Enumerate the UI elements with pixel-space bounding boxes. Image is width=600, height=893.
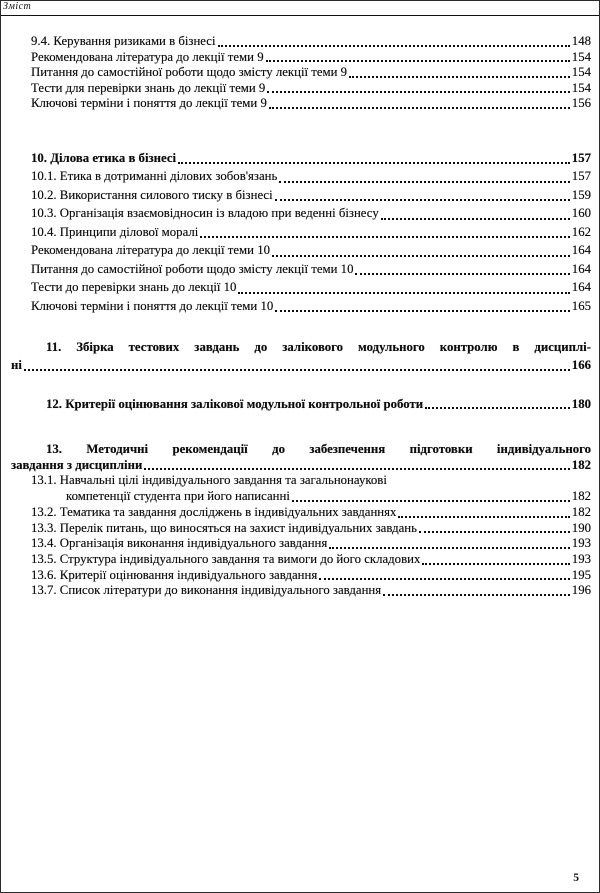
toc-entry-text: Питання до самостійної роботи щодо змісту лекції теми 9 [31, 65, 348, 79]
toc-entry-text: 10. Ділова етика в бізнесі [31, 150, 177, 165]
dot-leader [218, 45, 570, 47]
toc-entry-page: 148 [571, 34, 591, 48]
toc-entry-text: компетенції студента при його написанні [66, 489, 290, 504]
running-header-title: Зміст [3, 1, 32, 12]
dot-leader [355, 273, 569, 275]
toc-entry [31, 149, 591, 168]
toc-entry [31, 167, 591, 186]
dot-leader [292, 500, 570, 502]
toc-entry [31, 241, 591, 260]
toc-entry [31, 536, 591, 552]
dot-leader [200, 236, 569, 238]
toc-entry [31, 186, 591, 205]
toc-entry [46, 338, 591, 356]
toc-entry-page: 166 [571, 358, 591, 372]
dot-leader [275, 310, 570, 312]
toc-entry-text: Тести для перевірки знань до лекції теми 9 [31, 80, 266, 95]
toc-entry-page: 182 [571, 489, 591, 504]
toc-entry [46, 396, 591, 412]
dot-leader [329, 547, 570, 549]
toc-entry-page: 190 [571, 520, 591, 535]
toc-entry-page: 195 [571, 567, 591, 582]
toc-entry [31, 583, 591, 599]
toc-entry-text: Питання до самостійної роботи щодо змісту лекції теми 10 [31, 261, 354, 276]
header-rule [1, 15, 599, 16]
dot-leader [144, 468, 569, 470]
dot-leader [398, 516, 569, 518]
toc-entry-text: 11. Збірка тестових завдань до залікового модульного контролю в дисциплі- [46, 340, 591, 354]
toc-entry-text: 13.1. Навчальні цілі індивідуального завдання та загальнонаукові [31, 473, 387, 488]
dot-leader [422, 563, 569, 565]
toc-entry-page: 157 [571, 150, 591, 165]
toc-entry [31, 568, 591, 584]
dot-leader [279, 181, 569, 183]
toc-entry-text: 10.4. Принципи ділової моралі [31, 224, 199, 239]
toc-entry-text: 13.7. Список літератури до виконання індивідуального завдання [31, 583, 382, 598]
toc-entry-page: 154 [571, 65, 591, 79]
toc-entry [31, 260, 591, 279]
dot-leader [272, 255, 570, 257]
toc-entry-page: 154 [571, 49, 591, 64]
toc-entry [11, 458, 591, 474]
toc-entry [66, 489, 591, 505]
dot-leader [24, 369, 570, 371]
toc-entry-page: 156 [571, 96, 591, 110]
dot-leader [425, 407, 570, 409]
dot-leader [238, 292, 569, 294]
toc-entry-text: Рекомендована література до лекції теми 9 [31, 49, 264, 64]
toc-entry [31, 473, 591, 489]
toc-entry-text: Рекомендована література до лекції теми 10 [31, 243, 270, 257]
toc-entry-text: 9.4. Керування ризиками в бізнесі [31, 34, 216, 48]
toc-entry-page: 182 [571, 504, 591, 519]
running-header [3, 1, 31, 12]
toc-entry [31, 297, 591, 316]
dot-leader [349, 76, 570, 78]
toc-entry-page: 162 [571, 224, 591, 239]
toc-entry-page: 196 [571, 583, 591, 598]
toc-entry [46, 442, 591, 458]
dot-leader [275, 199, 570, 201]
toc-entry [31, 34, 591, 50]
toc-entry [31, 505, 591, 521]
toc-entry [31, 204, 591, 223]
toc-entry [31, 521, 591, 537]
toc-entry-text: Ключові терміни і поняття до лекції теми 9 [31, 96, 267, 110]
toc-entry-page: 164 [571, 280, 591, 294]
toc-entry-text: Тести до перевірки знань до лекції 10 [31, 280, 237, 294]
toc-entry-page: 154 [571, 80, 591, 95]
page-number: 5 [573, 872, 579, 884]
toc-entry-page: 180 [571, 397, 591, 411]
toc-entry-page: 165 [571, 298, 591, 313]
toc-entry-text: 13.3. Перелік питань, що виносяться на захист індивідуальних завдань [31, 520, 417, 535]
toc-entry-page: 182 [571, 457, 591, 472]
table-of-contents [11, 34, 591, 599]
toc-entry-text: 10.1. Етика в дотриманні ділових зобов'язань [31, 169, 278, 183]
toc-entry-text: 10.2. Використання силового тиску в бізнесі [31, 187, 273, 202]
toc-entry-page: 164 [571, 261, 591, 276]
toc-entry-page: 164 [571, 243, 591, 257]
toc-entry-page: 157 [571, 169, 591, 183]
toc-entry [31, 65, 591, 81]
toc-entry [31, 552, 591, 568]
toc-entry [31, 223, 591, 242]
dot-leader [269, 107, 570, 109]
toc-entry-page: 160 [571, 206, 591, 220]
toc-entry-text: 10.3. Організація взаємовідносин із владою при веденні бізнесу [31, 206, 379, 220]
toc-entry [31, 81, 591, 97]
toc-entry-text: завдання з дисципліни [11, 457, 143, 472]
toc-entry-text: 13. Методичні рекомендації до забезпечення підготовки індивідуального [46, 442, 591, 456]
toc-entry-page: 193 [571, 536, 591, 551]
toc-entry-text: 13.2. Тематика та завдання досліджень в індивідуальних завданнях [31, 504, 397, 519]
dot-leader [419, 531, 570, 533]
toc-entry-page: 159 [571, 187, 591, 202]
dot-leader [381, 218, 570, 220]
toc-entry-text: 13.4. Організація виконання індивідуального завдання [31, 536, 328, 551]
toc-entry-text: 12. Критерії оцінювання залікової модульної контрольної роботи [46, 397, 424, 411]
toc-entry [31, 278, 591, 297]
dot-leader [178, 162, 570, 164]
dot-leader [319, 578, 570, 580]
toc-entry-page: 193 [571, 551, 591, 566]
toc-entry [31, 50, 591, 66]
toc-entry [31, 96, 591, 112]
dot-leader [266, 60, 570, 62]
toc-entry-text: 13.5. Структура індивідуального завдання та вимоги до його складових [31, 551, 421, 566]
toc-entry [11, 356, 591, 374]
toc-entry-text: Ключові терміни і поняття до лекції теми 10 [31, 298, 274, 313]
dot-leader [267, 91, 569, 93]
toc-entry-text: 13.6. Критерії оцінювання індивідуального завдання [31, 567, 318, 582]
toc-entry-text: ні [11, 358, 22, 372]
dot-leader [383, 594, 570, 596]
